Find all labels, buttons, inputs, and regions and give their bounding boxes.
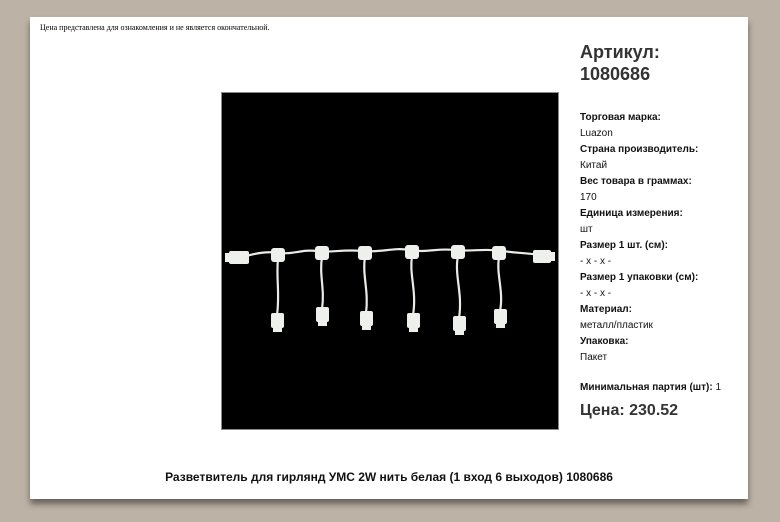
spec-item-size-label: Размер 1 шт. (см): [580,240,668,251]
article-number: 1080686 [580,64,651,84]
min-batch-label: Минимальная партия (шт): [580,382,713,393]
spec-item-size-value: - x - x - [580,256,612,267]
article-label: Артикул: [580,42,660,62]
spec-material-label: Материал: [580,304,632,315]
article-block [580,41,660,85]
spec-unit-label: Единица измерения: [580,208,683,219]
spec-packaging-value: Пакет [580,352,608,363]
spec-weight-value: 170 [580,192,597,203]
price-value: 230.52 [629,402,679,419]
spec-brand-label: Торговая марка: [580,112,661,123]
product-photo [221,92,559,430]
spec-package-size-value: - x - x - [580,288,612,299]
product-sheet [30,17,748,499]
min-batch [580,382,721,393]
spec-country-label: Страна производитель: [580,144,699,155]
min-batch-value: 1 [715,382,722,393]
spec-list [580,110,740,366]
price [580,402,678,420]
spec-material-value: металл/пластик [580,320,653,331]
price-disclaimer: Цена представлена для ознакомления и не является окончательной. [40,23,270,32]
spec-country-value: Китай [580,160,608,171]
spec-packaging-label: Упаковка: [580,336,629,347]
price-label: Цена: [580,402,625,419]
spec-package-size-label: Размер 1 упаковки (см): [580,272,699,283]
spec-weight-label: Вес товара в граммах: [580,176,692,187]
spec-brand-value: Luazon [580,128,613,139]
spec-unit-value: шт [580,224,593,235]
splitter-cable-image [222,93,558,429]
product-title: Разветвитель для гирлянд УМС 2W нить белая (1 вход 6 выходов) 1080686 [165,470,613,484]
